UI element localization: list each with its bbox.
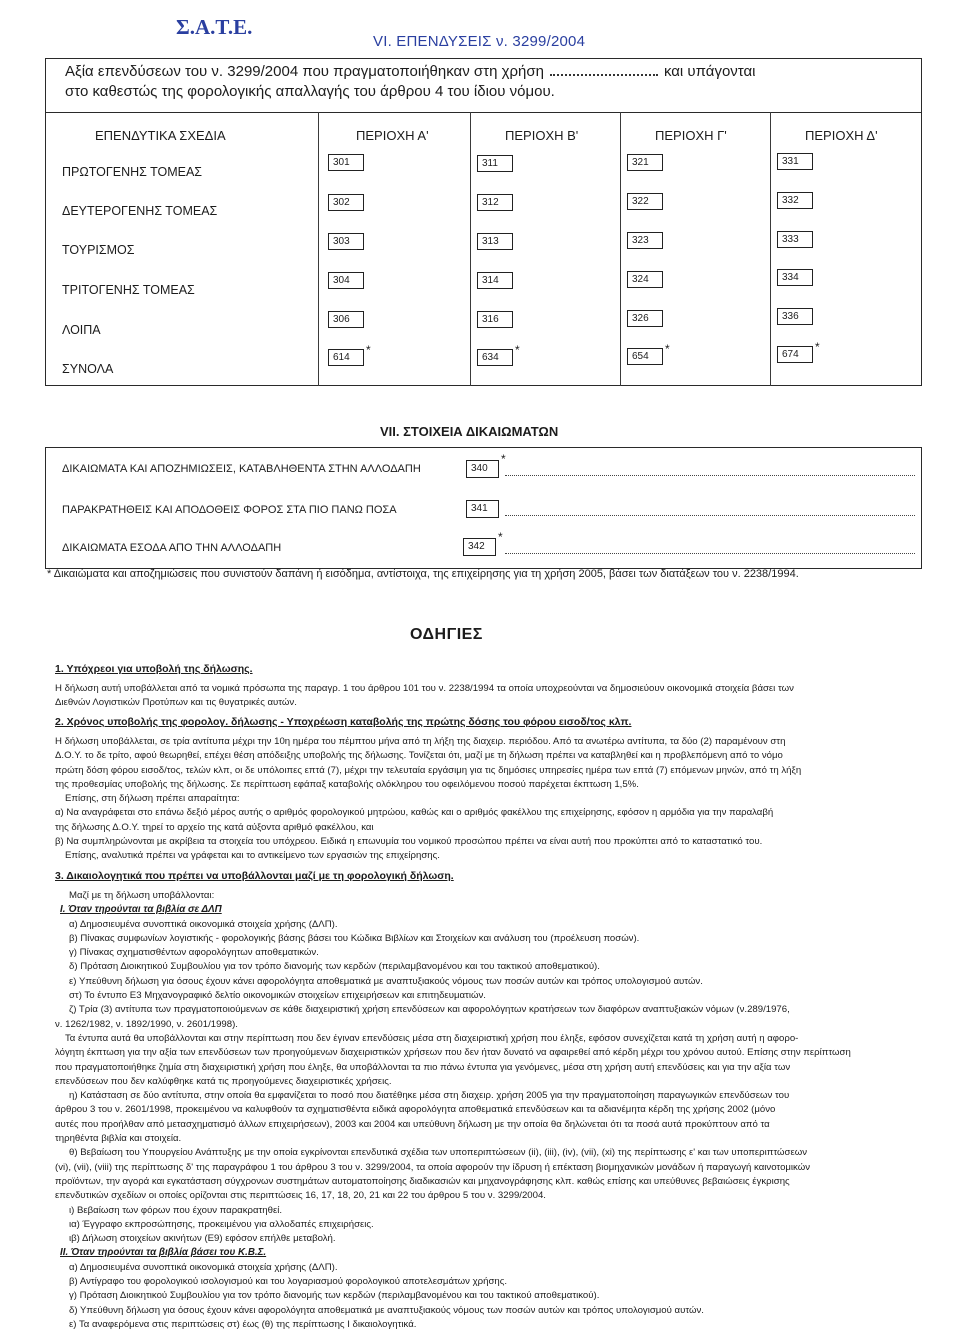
column-header-plans: ΕΠΕΝΔΥΤΙΚΑ ΣΧΕΔΙΑ: [95, 128, 226, 143]
instruction-line: Μαζί με τη δήλωση υποβάλλονται:: [69, 890, 215, 901]
field-code: 316: [477, 311, 513, 328]
instruction-line: Η δήλωση αυτή υποβάλλεται από τα νομικά πρόσωπα της παραγρ. 1 του άρθρου 101 του ν. 2238/1994 τα οποία υποχρεούνται να δημοσιεύουν οικονομικά στοιχεία βάσει των: [55, 683, 794, 694]
section-heading: 1. Υπόχρεοι για υποβολή της δήλωσης.: [55, 663, 253, 675]
instruction-line: που πραγματοποιήθηκε ζημία στη διαχειριστική χρήση που έληξε, θα υποβάλλονται τα πιο πάνω έντυπα για γενόμενες, μέσα στη χρήση αυτή επενδύσεις και για την αξία των: [55, 1061, 791, 1073]
instruction-line: Τα έντυπα αυτά θα υποβάλλονται και στην περίπτωση που δεν έγιναν επενδύσεις μέσα στη διαχειριστική χρήση που έληξε, εφόσον συνεχίζεται κατά τη χρήση αυτή η αφορο-: [65, 1032, 799, 1044]
instruction-line: γ) Πρόταση Διοικητικού Συμβουλίου για τον τρόπο διανομής των κερδών (περιλαμβανομένου και του τακτικού αποθεματικού).: [69, 1290, 600, 1302]
rights-row-label: ΔΙΚΑΙΩΜΑΤΑ ΚΑΙ ΑΠΟΖΗΜΙΩΣΕΙΣ, ΚΑΤΑΒΛΗΘΕΝΤΑ ΣΤΗΝ ΑΛΛΟΔΑΠΗ: [62, 463, 421, 475]
instructions-section-1: [55, 661, 940, 711]
column-divider: [318, 112, 319, 386]
instruction-line: επενδυτικών σχεδίων οι οποίες ορίζονται στις περιπτώσεις 16, 17, 18, 20, 21 και 22 του άρθρου 5 του ν. 3299/2004.: [55, 1190, 546, 1202]
instruction-line: ιβ) Δήλωση στοιχείων ακινήτων (Ε9) εφόσον επήλθε μεταβολή.: [69, 1233, 336, 1245]
section-heading: 3. Δικαιολογητικά που πρέπει να υποβάλλονται μαζί με τη φορολογική δήλωση.: [55, 870, 454, 882]
field-code-total: 654: [627, 348, 663, 365]
instruction-line: ε) Υπεύθυνη δήλωση για όσους έχουν κάνει αφορολόγητα αποθεματικά με αναπτυξιακούς νόμους των ποσών αυτών και τρόπος υπολογισμού αυτών.: [69, 975, 703, 987]
instruction-line: Η δήλωση υποβάλλεται, σε τρία αντίτυπα μέχρι την 10η ημέρα του πέμπτου μήνα από τη λήξη της διαχειρ. περιόδου. Από τα ανωτέρω αντίτυπα, τα δύο (2) παραμένουν στη: [55, 736, 786, 747]
section-title-rights: VII. ΣΤΟΙΧΕΙΑ ΔΙΚΑΙΩΜΑΤΩΝ: [380, 424, 559, 439]
column-divider: [770, 112, 771, 386]
field-code: 321: [627, 154, 663, 171]
instruction-line: β) Να συμπληρώνονται με ακρίβεια τα στοιχεία του υπόχρεου. Ειδικά η επωνυμία του νομικού προσώπου πρέπει να είναι αυτή που προκύπτει από το καταστατικό του.: [55, 836, 763, 848]
intro-tail: και υπάγονται: [663, 63, 756, 80]
instruction-line: γ) Πίνακας σχηματισθέντων αφορολόγητων αποθεματικών.: [69, 947, 319, 959]
instruction-line: ια) Έγγραφο εκπροσώπησης, προκειμένου για αλλοδαπές επιχειρήσεις.: [69, 1218, 374, 1230]
field-code: 334: [777, 269, 813, 286]
field-code: 324: [627, 271, 663, 288]
field-code: 340: [466, 460, 499, 478]
footnote-marker: *: [515, 343, 520, 357]
instruction-line: επενδύσεων που δεν καλύφθηκε κατά τις προηγούμενες διαχειριστικές χρήσεις.: [55, 1075, 392, 1087]
instruction-line: δ) Υπεύθυνη δήλωση για όσους έχουν κάνει αφορολόγητα αποθεματικά με αναπτυξιακούς νόμους των ποσών αυτών και τρόπος υπολογισμού αυτών.: [69, 1304, 704, 1316]
investments-intro-line1: [65, 63, 756, 80]
instruction-line: της προθεσμίας υποβολής της δήλωσης. Σε περίπτωση εφάπαξ καταβολής ολόκληρου του οφειλόμενου ποσού παρέχεται έκπτωση 1,5%.: [55, 778, 639, 790]
instruction-line: ζ) Τρία (3) αντίτυπα των πραγματοποιούμενων σε κάθε διαχειριστική χρήση επενδύσεων και αφορολόγητων κρατήσεων των διαφόρων αναπτυξιακών νόμων (ν.289/1976,: [69, 1004, 790, 1016]
column-divider: [470, 112, 471, 386]
instruction-line: πρώτη δόση φόρου εισοδ/τος, τελών κλπ, οι δε υπόλοιπες επτά (7), μέχρι την τελευταία εργάσιμη για τις δημόσιες υπηρεσίες ημέρα των επτά (7) επόμενων μηνών, από τη λήξη: [55, 764, 802, 776]
field-code: 313: [477, 233, 513, 250]
field-code: 303: [328, 233, 364, 250]
field-code: 322: [627, 193, 663, 210]
field-code: 301: [328, 154, 364, 171]
instruction-line: η) Κατάσταση σε δύο αντίτυπα, στην οποία θα εμφανίζεται το ποσό που διατέθηκε μέσα στη διαχειρ. χρήση 2005 για την πραγματοποίηση παραγωγικών επενδύσεων του: [69, 1090, 790, 1102]
column-header-region-d: ΠΕΡΙΟΧΗ Δ': [805, 128, 878, 143]
investments-box: [45, 58, 922, 386]
field-code: 314: [477, 272, 513, 289]
instruction-line: άρθρου 3 του ν. 2601/1998, προκειμένου να καλυφθούν τα σχηματισθέντα ειδικά αφορολόγητα αποθεματικά επενδύσεων και τα αδιανέμητα κέρδη της χρήσης 2002 (μόνο: [55, 1104, 776, 1116]
instruction-line: Επίσης, στη δήλωση πρέπει απαραίτητα:: [65, 793, 240, 805]
rights-row-label: ΠΑΡΑΚΡΑΤΗΘΕΙΣ ΚΑΙ ΑΠΟΔΟΘΕΙΣ ΦΟΡΟΣ ΣΤΑ ΠΙΟ ΠΑΝΩ ΠΟΣΑ: [62, 504, 397, 516]
field-code: 306: [328, 311, 364, 328]
instruction-line: Διεθνών Λογιστικών Προτύπων και τις θυγατρικές αυτών.: [55, 697, 297, 709]
field-code: 323: [627, 232, 663, 249]
row-label-tertiary: ΤΡΙΤΟΓΕΝΗΣ ΤΟΜΕΑΣ: [62, 283, 195, 297]
subsection-heading: II. Όταν τηρούνται τα βιβλία βάσει του Κ.Β.Σ.: [60, 1247, 267, 1259]
row-label-totals: ΣΥΝΟΛΑ: [62, 362, 114, 376]
field-code: 341: [466, 500, 499, 518]
instruction-line: β) Πίνακας συμφωνίων λογιστικής - φορολογικής βάσης βάσει του Κώδικα Βιβλίων και Στοιχείων και ανάλυση του (προέλευση ποσών).: [69, 932, 640, 944]
field-code: 326: [627, 310, 663, 327]
field-code: 331: [777, 153, 813, 170]
dotted-leader: [505, 515, 915, 516]
footnote-marker: *: [815, 340, 820, 354]
instruction-line: α) Δημοσιευμένα συνοπτικά οικονομικά στοιχεία χρήσης (ΔΛΠ).: [69, 1261, 338, 1273]
field-code: 332: [777, 192, 813, 209]
row-label-primary: ΠΡΩΤΟΓΕΝΗΣ ΤΟΜΕΑΣ: [62, 165, 203, 179]
column-divider: [620, 112, 621, 386]
field-code-total: 674: [777, 346, 813, 363]
instruction-line: λόγητη έκπτωση για την αξία των επενδύσεων των προηγούμενων διαχειριστικών χρήσεων που δεν ήταν δυνατό να αφαιρεθεί από κέρδη μέχρι του χρόνου αυτού. Επίσης στην περίπτωση: [55, 1047, 851, 1059]
field-code: 311: [477, 155, 513, 172]
section-title-investments: VI. ΕΠΕΝΔΥΣΕΙΣ ν. 3299/2004: [373, 33, 586, 50]
field-code: 312: [477, 194, 513, 211]
field-code: 342: [463, 538, 496, 556]
row-label-secondary: ΔΕΥΤΕΡΟΓΕΝΗΣ ΤΟΜΕΑΣ: [62, 204, 218, 218]
column-header-region-b: ΠΕΡΙΟΧΗ Β': [505, 128, 579, 143]
rights-footnote: * Δικαιώματα και αποζημιώσεις που συνιστούν δαπάνη ή εισόδημα, αντίστοιχα, της επιχείρησης για τη χρήση 2005, βάσει των διατάξεων του ν. 2238/1994.: [47, 568, 799, 580]
instruction-line: δ) Πρόταση Διοικητικού Συμβουλίου για τον τρόπο διανομής των κερδών (περιλαμβανομένου και του τακτικού αποθεματικού).: [69, 961, 600, 973]
instructions-title: ΟΔΗΓΙΕΣ: [410, 626, 483, 643]
footnote-marker: *: [501, 452, 506, 466]
field-code: 302: [328, 194, 364, 211]
footnote-marker: *: [366, 343, 371, 357]
field-code: 336: [777, 308, 813, 325]
subsection-heading: I. Όταν τηρούνται τα βιβλία σε ΔΛΠ: [60, 904, 222, 916]
investments-intro-line2: στο καθεστώς της φορολογικής απαλλαγής του άρθρου 4 του ίδιου νόμου.: [65, 83, 555, 100]
year-fill-dots: [550, 64, 658, 76]
field-code-total: 614: [328, 349, 364, 366]
instruction-line: Δ.Ο.Υ. το δε τρίτο, αφού θεωρηθεί, επέχει θέση απόδειξης υποβολής της δήλωσης. Τονίζεται ότι, μαζί με τη δήλωση πρέπει να καταβληθεί και η προβλεπόμενη από το νόμο: [55, 750, 783, 762]
column-header-region-a: ΠΕΡΙΟΧΗ Α': [356, 128, 429, 143]
instruction-line: θ) Βεβαίωση του Υπουργείου Ανάπτυξης με την οποία εγκρίνονται επενδυτικά σχέδια των υποπεριπτώσεων (ii), (iii), (iv), (vii), (xi) της περίπτωσης ε' και των υποπεριπτώσεων: [69, 1147, 808, 1159]
dotted-leader: [505, 475, 915, 476]
instruction-line: ν. 1262/1982, ν. 1892/1990, ν. 2601/1998).: [55, 1018, 238, 1030]
dotted-leader: [505, 553, 915, 554]
instruction-line: β) Αντίγραφο του φορολογικού ισολογισμού και του λογαριασμού φορολογικού αποτελεσμάτων χρήσης.: [69, 1276, 507, 1288]
instructions-section-2: [55, 714, 940, 864]
instruction-line: της δήλωσης Δ.Ο.Υ. τηρεί το αρχείο της κατά αύξοντα αριθμό φακέλλου, και: [55, 821, 374, 833]
instruction-line: α) Να αναγράφεται στο επάνω δεξιό μέρος αυτής ο αριθμός φορολογικού μητρώου, καθώς και ο αριθμός φακέλλου της επιχείρησης, εφόσον η αρμόδια για την παραλαβή: [55, 807, 774, 819]
instruction-line: (vi), (vii), (viii) της περίπτωσης δ' της παραγράφου 1 του άρθρου 3 του ν. 3299/2004, τα οποία αφορούν την ίδρυση ή επέκταση βιομηχανικών μονάδων ή παραγωγή καινοτομικών: [55, 1161, 811, 1173]
row-label-other: ΛΟΙΠΑ: [62, 323, 101, 337]
instruction-line: αυτές που προήλθαν από μετασχηματισμό άλλων επιχειρήσεων), 2003 και 2004 και υπεύθυνη δήλωση με την οποία θα δηλώνεται ότι τα ποσά αυτά προκύπτουν από τα: [55, 1118, 770, 1130]
footnote-marker: *: [665, 342, 670, 356]
row-label-tourism: ΤΟΥΡΙΣΜΟΣ: [62, 243, 135, 257]
intro-text: Αξία επενδύσεων του ν. 3299/2004 που πραγματοποιήθηκαν στη χρήση: [65, 63, 544, 80]
column-header-region-c: ΠΕΡΙΟΧΗ Γ': [655, 128, 727, 143]
rights-row-label: ΔΙΚΑΙΩΜΑΤΑ ΕΣΟΔΑ ΑΠΟ ΤΗΝ ΑΛΛΟΔΑΠΗ: [62, 542, 282, 554]
form-logo: Σ.Α.Τ.Ε.: [176, 15, 253, 39]
instructions-section-3: [55, 868, 940, 1332]
table-top-divider: [45, 112, 922, 113]
field-code: 333: [777, 231, 813, 248]
instruction-line: στ) Το έντυπο Ε3 Μηχανογραφικό δελτίο οικονομικών στοιχείων επιχειρήσεων και επιτηδευματιών.: [69, 990, 486, 1002]
instruction-line: Επίσης, αναλυτικά πρέπει να γράφεται και το αντικείμενο των εργασιών της επιχείρησης.: [65, 850, 440, 862]
instruction-line: α) Δημοσιευμένα συνοπτικά οικονομικά στοιχεία χρήσης (ΔΛΠ).: [69, 918, 338, 930]
instruction-line: ε) Τα αναφερόμενα στις περιπτώσεις στ) έως (θ) της περίπτωσης Ι δικαιολογητικά.: [69, 1318, 417, 1330]
instruction-line: ι) Βεβαίωση των φόρων που έχουν παρακρατηθεί.: [69, 1204, 283, 1216]
instruction-line: προϊόντων, την αγορά και εγκατάσταση σύγχρονων συστημάτων αυτοματοποίησης διαδικασιών και μηχανογράφησης κλπ. καθώς επίσης και υπεύθυνες βεβαιώσεις έγκρισης: [55, 1175, 790, 1187]
instruction-line: τηρηθέντα βιβλία και στοιχεία.: [55, 1133, 182, 1145]
field-code: 304: [328, 272, 364, 289]
field-code-total: 634: [477, 349, 513, 366]
section-heading: 2. Χρόνος υποβολής της φορολογ. δήλωσης - Υποχρέωση καταβολής της πρώτης δόσης του φόρου εισοδ/τος κλπ.: [55, 716, 632, 728]
footnote-marker: *: [498, 530, 503, 544]
